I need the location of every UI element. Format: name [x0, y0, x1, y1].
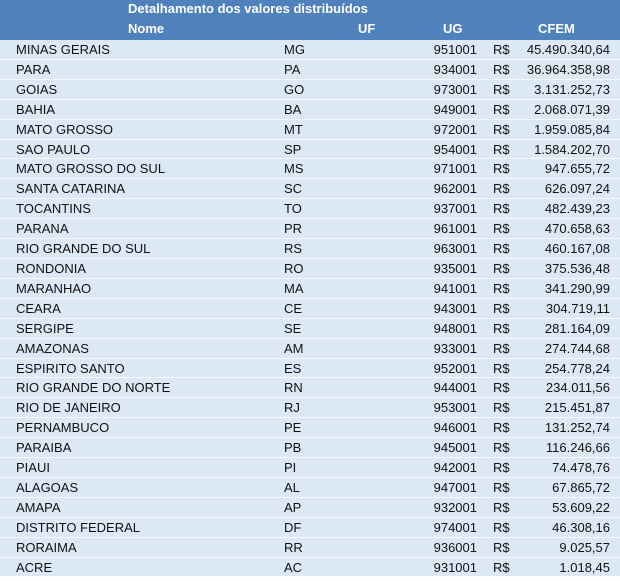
cell-uf: MT — [284, 121, 303, 137]
table-row — [0, 359, 620, 379]
column-header-ug: UG — [443, 21, 463, 36]
cell-uf: ES — [284, 360, 302, 376]
cell-ug: 933001 — [433, 340, 477, 356]
cell-cfem: 482.439,23 — [544, 201, 610, 217]
cell-uf: GO — [284, 81, 305, 97]
cell-uf: SE — [284, 320, 302, 336]
cell-nome: SERGIPE — [16, 320, 74, 336]
table-row — [0, 239, 620, 259]
table-row — [0, 339, 620, 359]
cell-currency: R$ — [493, 101, 510, 117]
cell-ug: 963001 — [433, 241, 477, 257]
table-row — [0, 398, 620, 418]
cell-nome: MINAS GERAIS — [16, 42, 110, 57]
cell-currency: R$ — [493, 479, 510, 495]
table-row — [0, 60, 620, 80]
table-row — [0, 518, 620, 538]
cell-nome: ALAGOAS — [16, 479, 79, 495]
table-row — [0, 418, 620, 438]
cell-cfem: 234.011,56 — [545, 380, 610, 396]
cell-ug: 942001 — [433, 460, 477, 476]
cell-cfem: 1.584.202,70 — [534, 141, 610, 157]
cell-ug: 934001 — [433, 61, 477, 77]
cell-cfem: 215.451,87 — [544, 400, 610, 416]
cell-ug: 961001 — [433, 221, 477, 237]
cell-ug: 936001 — [433, 539, 477, 555]
cell-currency: R$ — [493, 42, 510, 57]
cell-cfem: 341.290,99 — [544, 280, 610, 296]
cell-ug: 947001 — [433, 479, 477, 495]
table-header — [0, 0, 620, 40]
cell-uf: AC — [284, 559, 303, 575]
cell-cfem: 36.964.358,98 — [526, 61, 610, 77]
cell-currency: R$ — [493, 81, 510, 97]
cell-uf: SP — [284, 141, 302, 157]
cell-uf: RR — [284, 539, 303, 555]
cell-currency: R$ — [493, 499, 510, 515]
table-row — [0, 40, 620, 60]
cell-nome: PERNAMBUCO — [16, 420, 110, 436]
table-row — [0, 219, 620, 239]
cell-currency: R$ — [493, 320, 510, 336]
cell-currency: R$ — [493, 260, 510, 276]
cell-currency: R$ — [493, 161, 510, 177]
cell-nome: AMAZONAS — [16, 340, 89, 356]
cell-cfem: 947.655,72 — [544, 161, 610, 177]
cell-uf: MG — [284, 42, 305, 57]
cell-ug: 951001 — [433, 42, 477, 57]
cell-ug: 971001 — [433, 161, 477, 177]
cell-cfem: 304.719,11 — [545, 300, 610, 316]
cell-currency: R$ — [493, 141, 510, 157]
cell-uf: RJ — [284, 400, 300, 416]
cell-nome: ESPIRITO SANTO — [16, 360, 125, 376]
cell-currency: R$ — [493, 181, 510, 197]
table-row — [0, 558, 620, 578]
cell-currency: R$ — [493, 241, 510, 257]
cell-cfem: 375.536,48 — [544, 260, 610, 276]
cell-currency: R$ — [493, 420, 510, 436]
cell-nome: PARANA — [16, 221, 69, 237]
cell-uf: PI — [284, 460, 297, 476]
cell-cfem: 46.308,16 — [552, 519, 610, 535]
cell-ug: 931001 — [433, 559, 477, 575]
cell-ug: 954001 — [433, 141, 477, 157]
cell-uf: MA — [284, 280, 304, 296]
cell-cfem: 67.865,72 — [552, 479, 610, 495]
column-header-nome: Nome — [128, 21, 165, 36]
cell-ug: 944001 — [433, 380, 477, 396]
table-row — [0, 80, 620, 100]
cell-nome: RIO DE JANEIRO — [16, 400, 121, 416]
cell-ug: 945001 — [433, 440, 477, 456]
cell-cfem: 74.478,76 — [552, 460, 610, 476]
cell-ug: 946001 — [433, 420, 477, 436]
table-row — [0, 319, 620, 339]
table-body — [0, 40, 620, 577]
cell-ug: 937001 — [433, 201, 477, 217]
cell-nome: PIAUI — [16, 460, 50, 476]
cell-ug: 952001 — [433, 360, 477, 376]
cell-cfem: 1.959.085,84 — [534, 121, 610, 137]
cell-ug: 974001 — [433, 519, 477, 535]
cell-ug: 953001 — [433, 400, 477, 416]
cell-nome: MATO GROSSO — [16, 121, 114, 137]
cell-nome: PARAIBA — [16, 440, 72, 456]
cell-nome: SAO PAULO — [16, 141, 91, 157]
table-row — [0, 159, 620, 179]
table-row — [0, 378, 620, 398]
cell-currency: R$ — [493, 460, 510, 476]
cell-nome: RORAIMA — [16, 539, 77, 555]
cell-uf: RN — [284, 380, 303, 396]
cell-cfem: 470.658,63 — [544, 221, 610, 237]
cell-nome: ACRE — [16, 559, 53, 575]
cell-uf: AL — [284, 479, 300, 495]
cell-uf: PA — [284, 61, 301, 77]
cell-uf: PR — [284, 221, 303, 237]
cell-cfem: 2.068.071,39 — [534, 101, 610, 117]
cell-uf: DF — [284, 519, 302, 535]
table-row — [0, 458, 620, 478]
table-row — [0, 299, 620, 319]
cell-uf: SC — [284, 181, 303, 197]
cell-nome: AMAPA — [16, 499, 61, 515]
cell-cfem: 274.744,68 — [544, 340, 610, 356]
table-title: Detalhamento dos valores distribuídos — [128, 1, 368, 16]
table-row — [0, 120, 620, 140]
cell-cfem: 131.252,74 — [544, 420, 610, 436]
cell-cfem: 460.167,08 — [544, 241, 610, 257]
column-header-uf: UF — [358, 21, 376, 36]
cell-ug: 948001 — [433, 320, 477, 336]
table-row — [0, 179, 620, 199]
table-row — [0, 538, 620, 558]
cell-nome: RIO GRANDE DO NORTE — [16, 380, 171, 396]
cell-currency: R$ — [493, 519, 510, 535]
cell-currency: R$ — [493, 61, 510, 77]
cell-nome: MARANHAO — [16, 280, 92, 296]
table-row — [0, 140, 620, 160]
cell-uf: BA — [284, 101, 302, 117]
cell-currency: R$ — [493, 300, 510, 316]
cell-uf: AP — [284, 499, 302, 515]
cell-nome: CEARA — [16, 300, 61, 316]
cell-uf: MS — [284, 161, 304, 177]
cell-nome: MATO GROSSO DO SUL — [16, 161, 166, 177]
table-row — [0, 199, 620, 219]
cell-ug: 962001 — [433, 181, 477, 197]
cell-cfem: 254.778,24 — [544, 360, 610, 376]
cell-cfem: 281.164,09 — [544, 320, 610, 336]
cell-currency: R$ — [493, 380, 510, 396]
cell-nome: PARA — [16, 61, 51, 77]
cell-cfem: 3.131.252,73 — [534, 81, 610, 97]
cell-cfem: 116.246,66 — [545, 440, 610, 456]
cell-currency: R$ — [493, 280, 510, 296]
table-row — [0, 498, 620, 518]
cell-cfem: 626.097,24 — [544, 181, 610, 197]
cell-currency: R$ — [493, 201, 510, 217]
cell-uf: TO — [284, 201, 302, 217]
cell-uf: PB — [284, 440, 302, 456]
cell-nome: RIO GRANDE DO SUL — [16, 241, 151, 257]
cell-currency: R$ — [493, 221, 510, 237]
cell-nome: TOCANTINS — [16, 201, 91, 217]
cell-currency: R$ — [493, 440, 510, 456]
cell-ug: 972001 — [433, 121, 477, 137]
cell-cfem: 45.490.340,64 — [526, 42, 610, 57]
cell-currency: R$ — [493, 360, 510, 376]
cell-ug: 941001 — [433, 280, 477, 296]
cell-ug: 943001 — [433, 300, 477, 316]
cell-ug: 932001 — [433, 499, 477, 515]
cell-currency: R$ — [493, 539, 510, 555]
cell-uf: CE — [284, 300, 303, 316]
cell-currency: R$ — [493, 559, 510, 575]
cell-uf: RS — [284, 241, 303, 257]
cell-uf: AM — [284, 340, 304, 356]
cell-uf: RO — [284, 260, 304, 276]
cell-ug: 949001 — [433, 101, 477, 117]
table-row — [0, 478, 620, 498]
cell-nome: RONDONIA — [16, 260, 87, 276]
cell-nome: GOIAS — [16, 81, 58, 97]
cell-currency: R$ — [493, 400, 510, 416]
cell-ug: 935001 — [433, 260, 477, 276]
cell-nome: SANTA CATARINA — [16, 181, 126, 197]
table-row — [0, 438, 620, 458]
cell-cfem: 1.018,45 — [559, 559, 610, 575]
cell-cfem: 53.609,22 — [552, 499, 610, 515]
cell-currency: R$ — [493, 340, 510, 356]
cell-cfem: 9.025,57 — [559, 539, 610, 555]
cell-currency: R$ — [493, 121, 510, 137]
cell-nome: DISTRITO FEDERAL — [16, 519, 141, 535]
cell-nome: BAHIA — [16, 101, 56, 117]
table-row — [0, 279, 620, 299]
column-header-cfem: CFEM — [538, 21, 575, 36]
table-row — [0, 100, 620, 120]
cell-ug: 973001 — [433, 81, 477, 97]
table-row — [0, 259, 620, 279]
cell-uf: PE — [284, 420, 302, 436]
